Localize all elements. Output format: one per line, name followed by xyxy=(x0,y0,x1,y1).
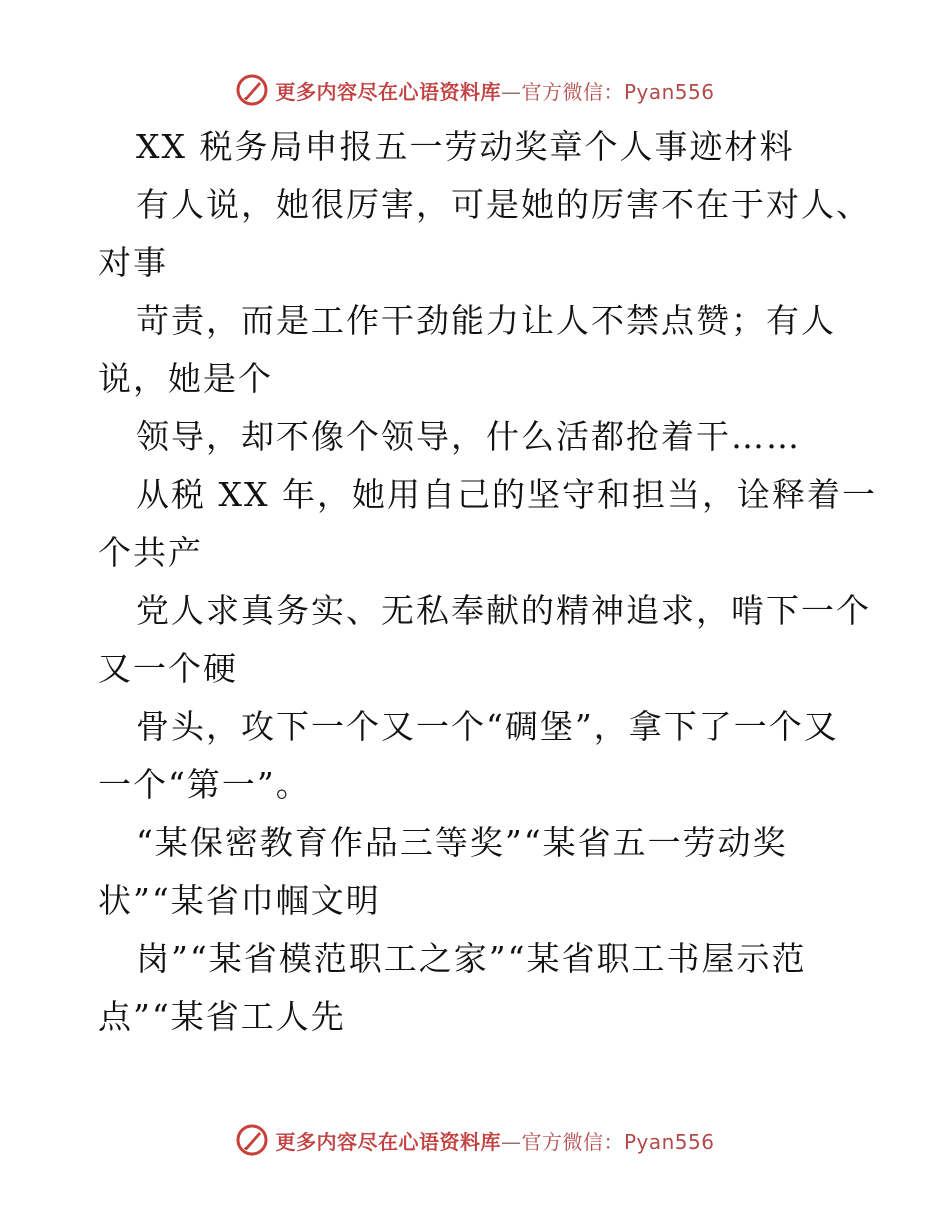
footer-banner-text xyxy=(275,1126,714,1155)
body-line: 有人说，她很厉害，可是她的厉害不在于对人、 xyxy=(136,185,871,224)
body-line: 从税 XX 年，她用自己的坚守和担当，诠释着一 xyxy=(136,475,877,514)
header-banner-text xyxy=(275,76,714,105)
body-line: “某保密教育作品三等奖”“某省五一劳动奖 xyxy=(136,823,788,862)
body-line: 状”“某省巾帼文明 xyxy=(98,881,381,920)
quill-logo-icon xyxy=(235,73,269,107)
body-line: 一个“第一”。 xyxy=(98,765,311,804)
footer-banner xyxy=(0,1120,950,1160)
footer-banner-sep: — xyxy=(500,1129,522,1154)
body-line: 对事 xyxy=(98,243,168,282)
footer-banner-main: 更多内容尽在心语资料库 xyxy=(275,1129,501,1154)
body-line: 领导，却不像个领导，什么活都抢着干…… xyxy=(136,417,801,456)
body-line: 个共产 xyxy=(98,533,203,572)
body-line: 苛责，而是工作干劲能力让人不禁点赞；有人 xyxy=(136,301,836,340)
header-banner-tail: 官方微信：Pyan556 xyxy=(521,79,715,104)
header-banner xyxy=(0,70,950,110)
body-line: 党人求真务实、无私奉献的精神追求，啃下一个 xyxy=(136,591,871,630)
quill-logo-icon xyxy=(235,1123,269,1157)
body-line: 骨头，攻下一个又一个“碉堡”，拿下了一个又 xyxy=(136,707,839,746)
body-line: 说，她是个 xyxy=(98,359,273,398)
document-body xyxy=(98,118,877,1046)
body-line: 点”“某省工人先 xyxy=(98,997,346,1036)
footer-banner-tail: 官方微信：Pyan556 xyxy=(521,1129,715,1154)
header-banner-sep: — xyxy=(500,79,522,104)
body-line: 又一个硬 xyxy=(98,649,238,688)
document-title: XX 税务局申报五一劳动奖章个人事迹材料 xyxy=(136,127,795,166)
body-line: 岗”“某省模范职工之家”“某省职工书屋示范 xyxy=(136,939,807,978)
header-banner-main: 更多内容尽在心语资料库 xyxy=(275,79,501,104)
